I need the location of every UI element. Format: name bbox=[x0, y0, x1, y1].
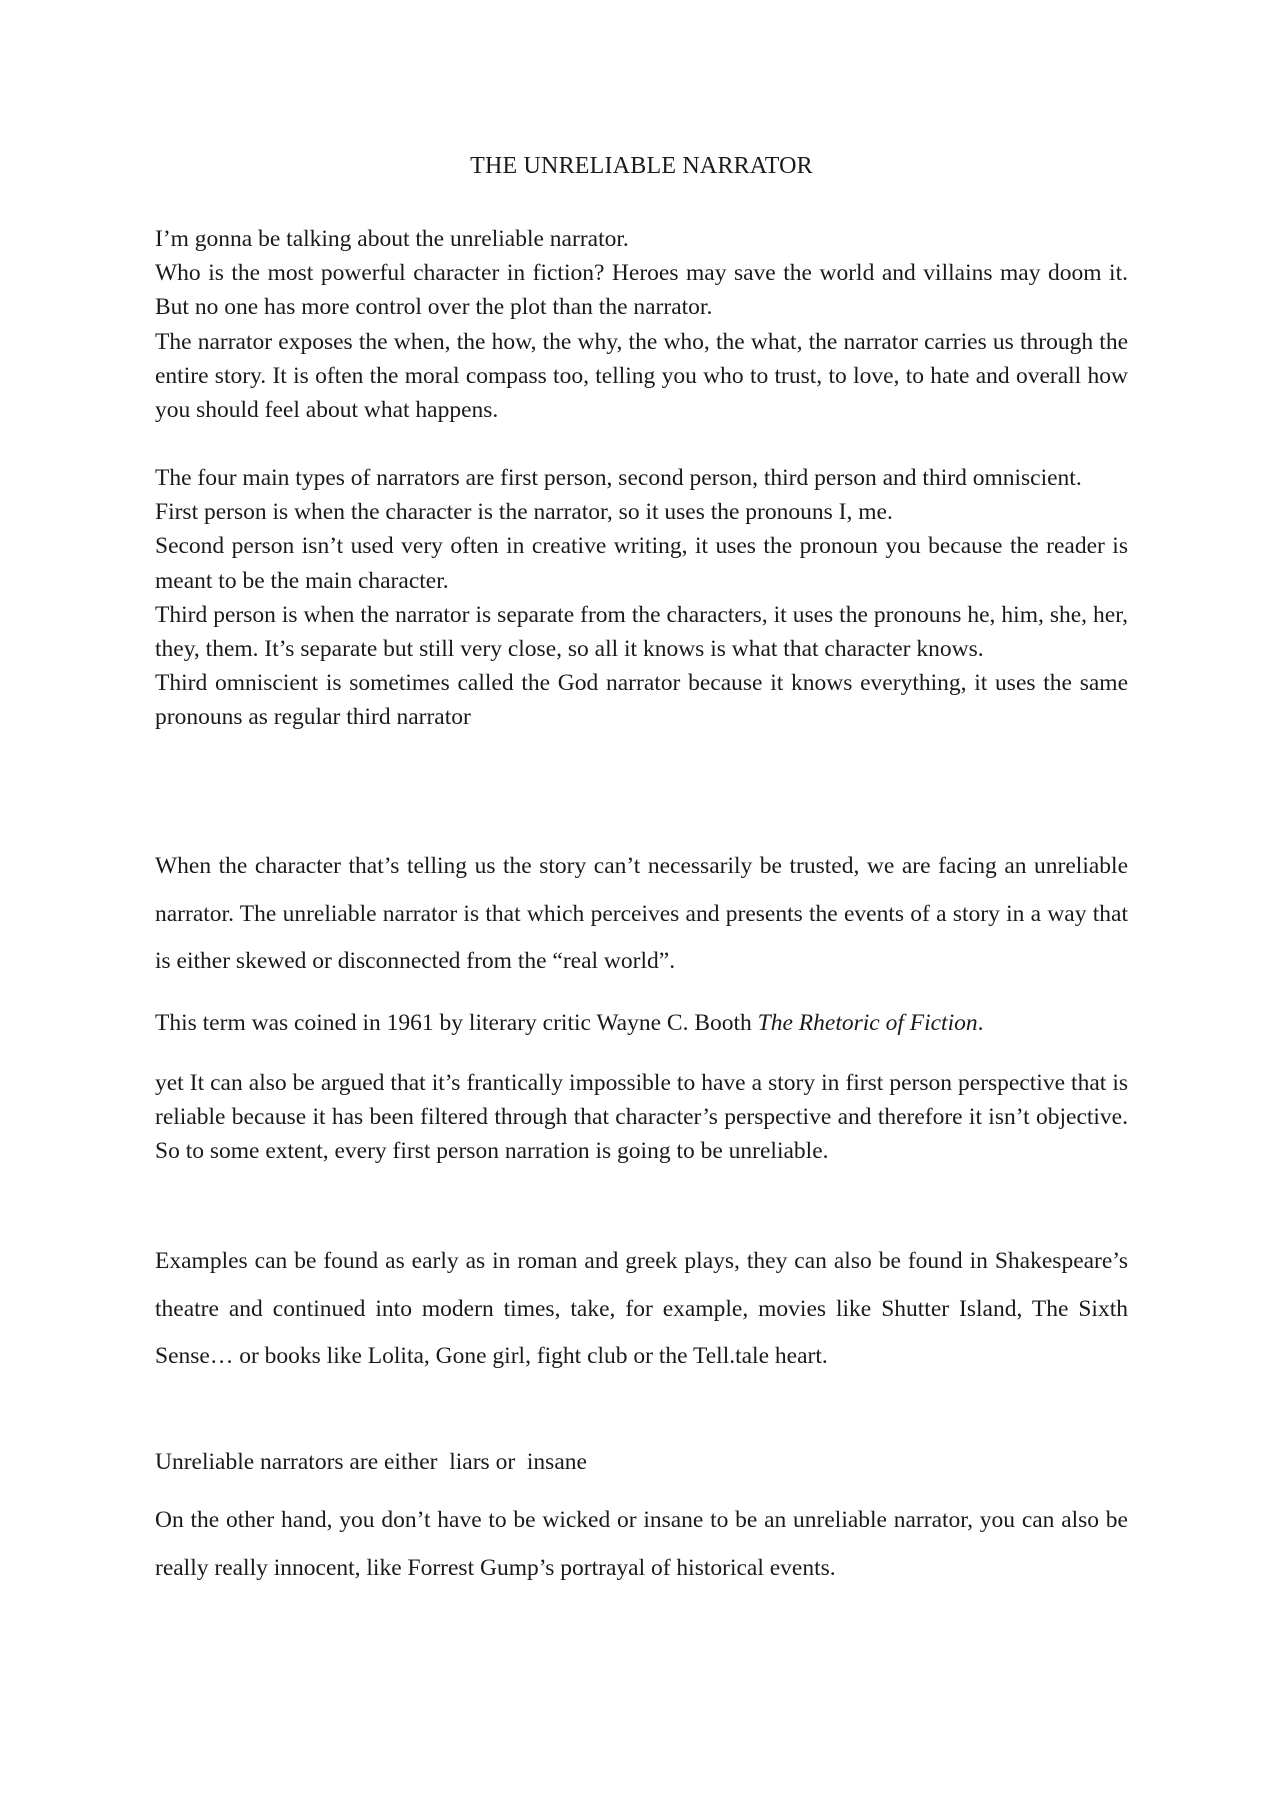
examples-paragraph: Examples can be found as early as in roman and greek plays, they can also be found in Shakespeare’s theatre and continued into modern times, take, for example, movies like Shutter Island, The Sixth Sense… or books like Lolita, Gone girl, fight club or the Tell.tale heart. bbox=[155, 1248, 1128, 1369]
coined-text: This term was coined in 1961 by literary critic Wayne C. Booth bbox=[155, 1010, 758, 1036]
section-coined bbox=[155, 1006, 1128, 1040]
document-title: THE UNRELIABLE NARRATOR bbox=[470, 153, 813, 179]
argument-paragraph: yet It can also be argued that it’s frantically impossible to have a story in first person perspective that is reliable because it has been filtered through that character’s perspective and therefore it isn’t objective. So to some extent, every first person narration is going to be unreliable. bbox=[155, 1070, 1128, 1165]
definition-paragraph: When the character that’s telling us the story can’t necessarily be trusted, we are facing an unreliable narrator. The unreliable narrator is that which perceives and presents the events of a story in a way that is either skewed or disconnected from the “real world”. bbox=[155, 853, 1128, 974]
section-examples bbox=[155, 1238, 1128, 1381]
types-paragraph-1: The four main types of narrators are first person, second person, third person and third omniscient. bbox=[155, 465, 1082, 491]
innocent-paragraph: On the other hand, you don’t have to be wicked or insane to be an unreliable narrator, you can also be really really innocent, like Forrest Gump’s portrayal of historical events. bbox=[155, 1507, 1128, 1581]
types-paragraph-3: Second person isn’t used very often in creative writing, it uses the pronoun you because the reader is meant to be the main character. bbox=[155, 533, 1128, 594]
intro-paragraph-1: I’m gonna be talking about the unreliable narrator. bbox=[155, 226, 629, 252]
liars-paragraph: Unreliable narrators are either liars or insane bbox=[155, 1449, 587, 1475]
section-narrator-types bbox=[155, 461, 1128, 735]
section-liars bbox=[155, 1445, 1128, 1479]
intro-paragraph-2: Who is the most powerful character in fiction? Heroes may save the world and villains may doom it. But no one has more control over the plot than the narrator. bbox=[155, 260, 1128, 321]
types-paragraph-4: Third person is when the narrator is separate from the characters, it uses the pronouns he, him, she, her, they, them. It’s separate but still very close, so all it knows is what that character knows. bbox=[155, 601, 1128, 663]
intro-paragraph-3: The narrator exposes the when, the how, the why, the who, the what, the narrator carries us through the entire story. It is often the moral compass too, telling you who to trust, to love, to hate and overall how you should feel about what happens. bbox=[155, 328, 1128, 424]
coined-end: . bbox=[977, 1010, 984, 1036]
section-innocent bbox=[155, 1497, 1128, 1592]
types-paragraph-2: First person is when the character is the narrator, so it uses the pronouns I, me. bbox=[155, 499, 893, 526]
book-title: The Rhetoric of Fiction bbox=[757, 1010, 978, 1036]
section-intro bbox=[155, 222, 1128, 427]
types-paragraph-5: Third omniscient is sometimes called the God narrator because it knows everything, it uses the same pronouns as regular third narrator bbox=[155, 670, 1128, 731]
section-definition bbox=[155, 843, 1128, 986]
section-argument bbox=[155, 1066, 1128, 1169]
coined-paragraph bbox=[155, 1006, 1128, 1040]
